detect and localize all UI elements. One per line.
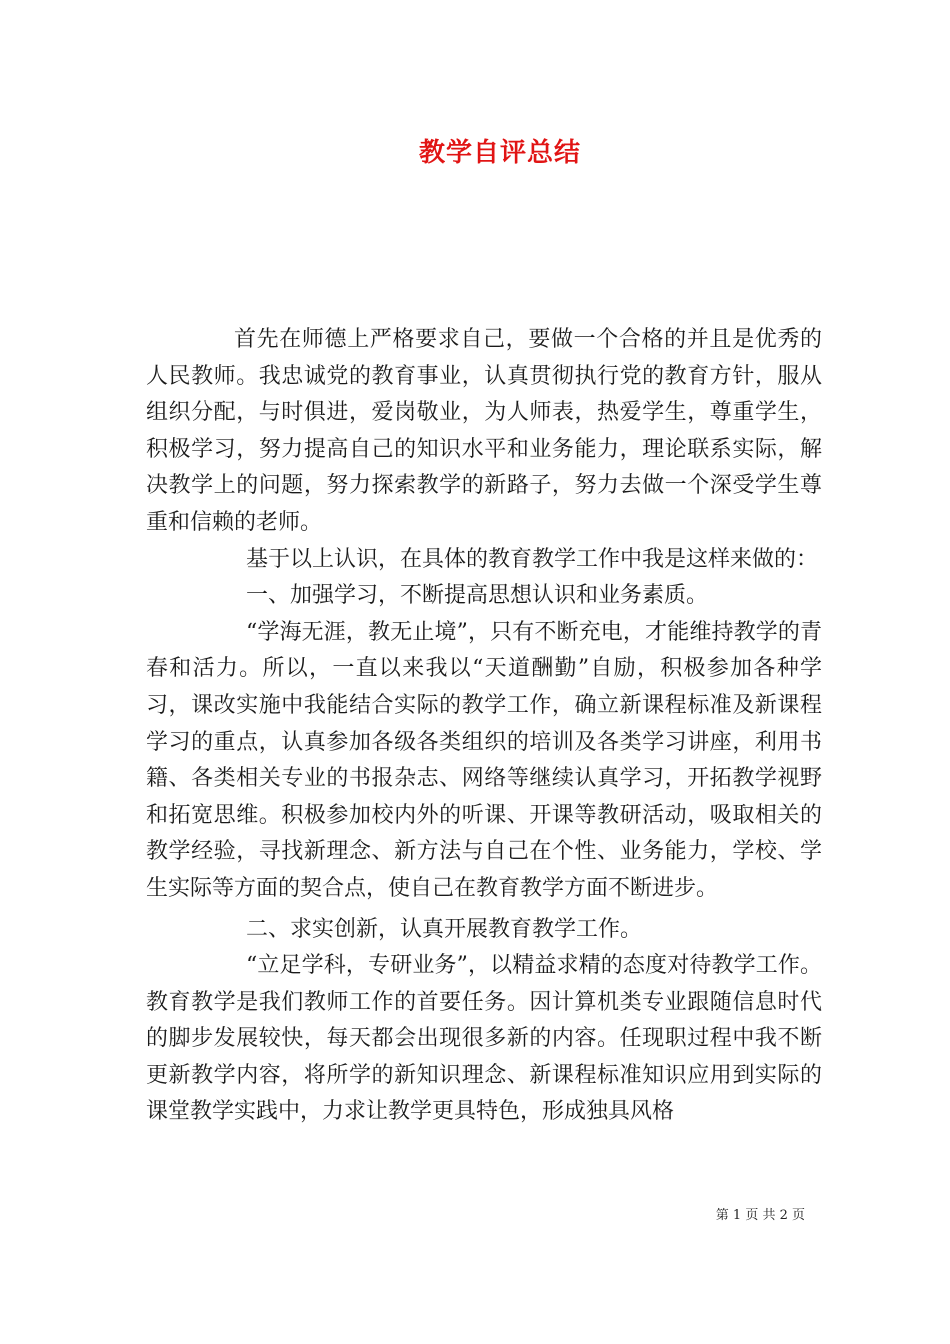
section-heading-innovation: 二、求实创新，认真开展教育教学工作。 <box>246 916 643 942</box>
paragraph-teacher-ethics: 首先在师德上严格要求自己，要做一个合格的并且是优秀的人民教师。我忠诚党的教育事业，认真贯彻执行党的教育方针，服从组织分配，与时俱进，爱岗敬业，为人师表，热爱学生，尊重学生，积极学习，努力提高自己的知识水平和业务能力，理论联系实际，解决教学上的问题，努力探索教学的新路子，努力去做一个深受学生尊重和信赖的老师。 <box>146 327 822 535</box>
paragraph-intro: 基于以上认识，在具体的教育教学工作中我是这样来做的： <box>246 546 819 572</box>
page-number-footer: 第 1 页 共 2 页 <box>715 1208 805 1223</box>
document-body <box>146 322 822 1131</box>
paragraph-study: “学海无涯，教无止境”，只有不断充电，才能维持教学的青春和活力。所以，一直以来我以“天道酬勤”自励，积极参加各种学习，课改实施中我能结合实际的教学工作，确立新课程标准及新课程学习的重点，认真参加各级各类组织的培训及各类学习讲座，利用书籍、各类相关专业的书报杂志、网络等继续认真学习，开拓教学视野和拓宽思维。积极参加校内外的听课、开课等教研活动，吸取相关的教学经验，寻找新理念、新方法与自己在个性、业务能力，学校、学生实际等方面的契合点，使自己在教育教学方面不断进步。 <box>146 619 822 901</box>
document-title: 教学自评总结 <box>418 138 581 168</box>
section-heading-study: 一、加强学习，不断提高思想认识和业务素质。 <box>246 583 709 609</box>
paragraph-innovation: “立足学科，专研业务”，以精益求精的态度对待教学工作。教育教学是我们教师工作的首要任务。因计算机类专业跟随信息时代的脚步发展较快，每天都会出现很多新的内容。任现职过程中我不断更新教学内容，将所学的新知识理念、新课程标准知识应用到实际的课堂教学实践中，力求让教学更具特色，形成独具风格 <box>146 953 822 1125</box>
